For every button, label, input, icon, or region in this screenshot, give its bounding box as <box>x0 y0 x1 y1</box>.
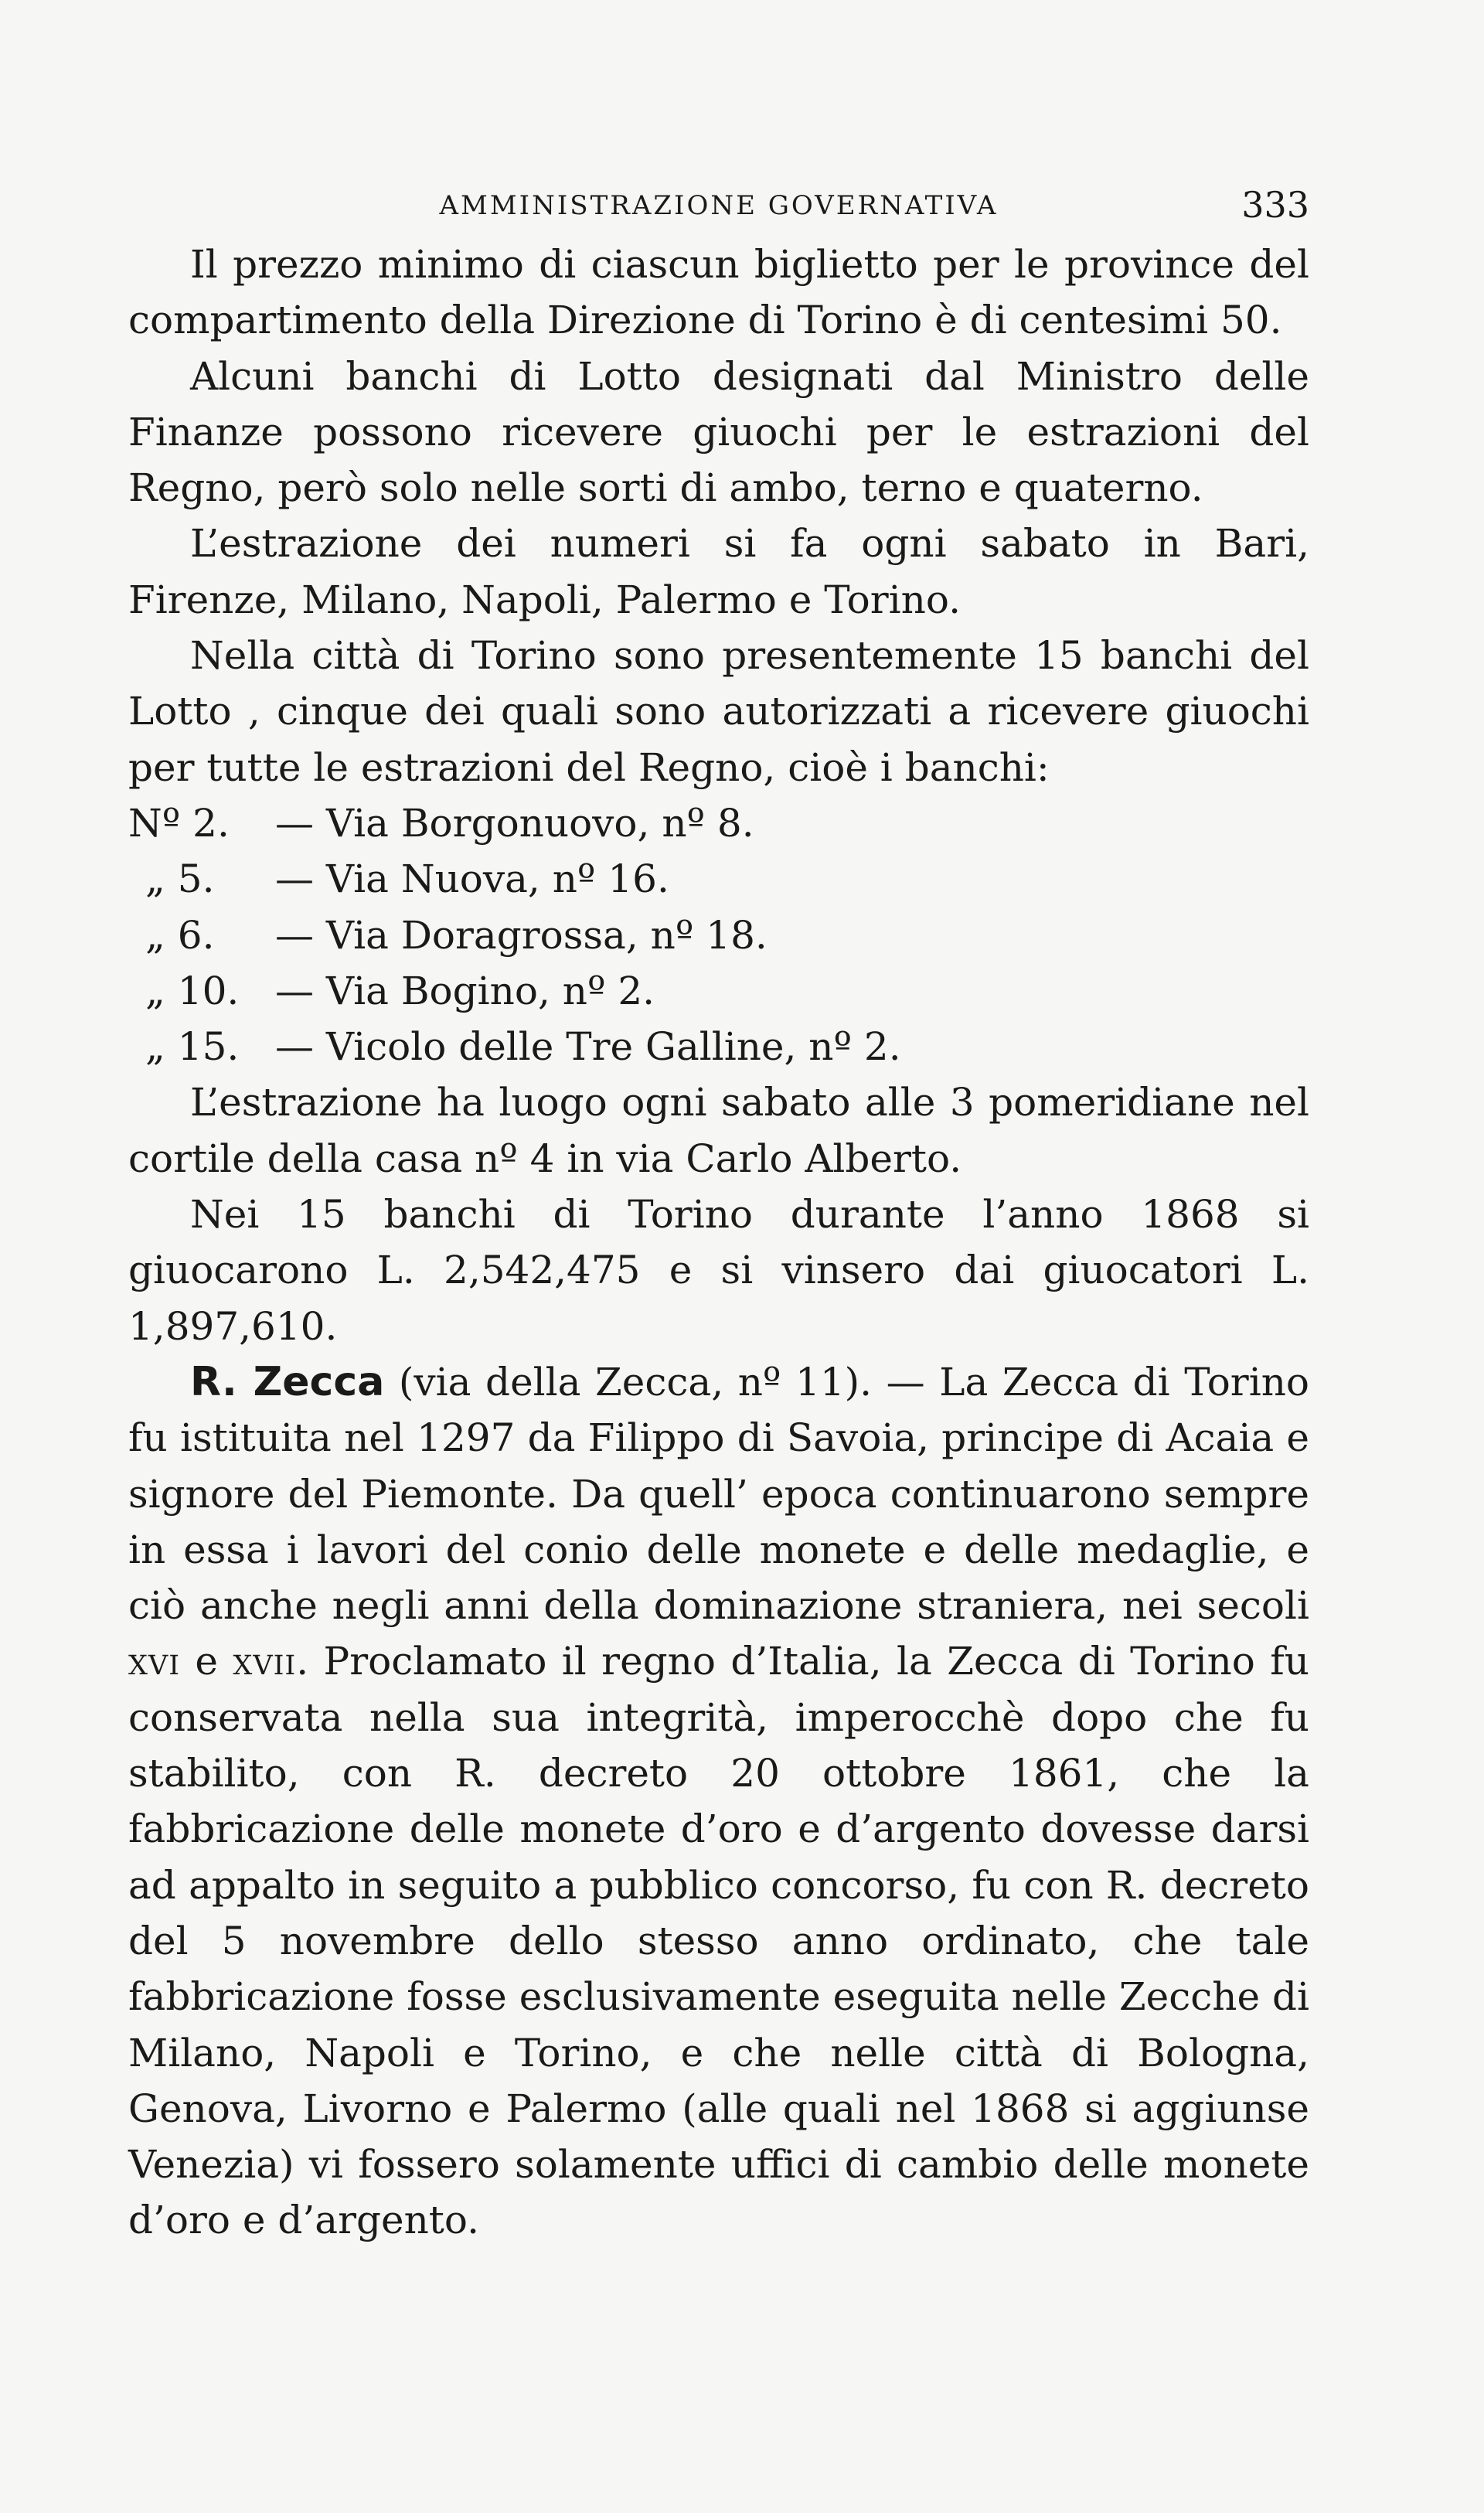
paragraph-banchi-designati: Alcuni banchi di Lotto designati dal Ministro delle Finanze possono ricevere giuochi per le estrazioni del Regno, però solo nelle sorti di ambo, terno e quaterno. <box>128 353 1309 511</box>
zecca-text-a: (via della Zecca, nº 11). — La Zecca di Torino fu istituita nel 1297 da Filippo di Savoia, principe di Acaia e signore del Piemonte. Da quell’ epoca continuarono sempre in essa i lavori del conio delle monete e delle medaglie, e ciò anche negli anni della dominazione straniera, nei secoli <box>128 1359 1309 1629</box>
paragraph-estrazione-luogo: L’estrazione ha luogo ogni sabato alle 3 pomeridiane nel cortile della casa nº 4 in via Carlo Alberto. <box>128 1080 1309 1181</box>
body-text <box>128 237 1309 2249</box>
banco-number: „ 5. <box>145 856 215 902</box>
list-item <box>128 1019 1309 1074</box>
banco-address: — Via Bogino, nº 2. <box>275 968 655 1013</box>
banco-address: — Vicolo delle Tre Galline, nº 2. <box>275 1024 901 1070</box>
running-title: AMMINISTRAZIONE GOVERNATIVA <box>439 190 999 221</box>
paragraph-estrazione-citta: L’estrazione dei numeri si fa ogni sabato in Bari, Firenze, Milano, Napoli, Palermo e Torino. <box>128 521 1309 622</box>
zecca-text-and: e <box>180 1639 233 1684</box>
list-item <box>128 851 1309 907</box>
banco-address: — Via Nuova, nº 16. <box>275 856 669 902</box>
century-xvi: xvi <box>128 1639 181 1684</box>
paragraph-prezzo: Il prezzo minimo di ciascun biglietto per le province del compartimento della Direzione di Torino è di centesimi 50. <box>128 242 1309 343</box>
banco-number: Nº 2. <box>128 800 230 846</box>
zecca-text-b: . Proclamato il regno d’Italia, la Zecca di Torino fu conservata nella sua integrità, imperocchè dopo che fu stabilito, con R. decreto 20 ottobre 1861, che la fabbricazione delle monete d’oro e d’argento dovesse darsi ad appalto in seguito a pubblico concorso, fu con R. decreto del 5 novembre dello stesso anno ordinato, che tale fabbricazione fosse esclusivamente eseguita nelle Zecche di Milano, Napoli e Torino, e che nelle città di Bologna, Genova, Livorno e Palermo (alle quali nel 1868 si aggiunse Venezia) vi fossero solamente uffici di cambio delle monete d’oro e d’argento. <box>128 1639 1309 2243</box>
banchi-list <box>128 795 1309 1074</box>
page-number: 333 <box>1241 184 1309 226</box>
paragraph-giuocate-1868: Nei 15 banchi di Torino durante l’anno 1868 si giuocarono L. 2,542,475 e si vinsero dai giuocatori L. 1,897,610. <box>128 1192 1309 1349</box>
banco-number: „ 6. <box>145 912 215 958</box>
banco-number: „ 10. <box>145 968 240 1013</box>
list-item <box>128 963 1309 1019</box>
banco-address: — Via Doragrossa, nº 18. <box>275 912 768 958</box>
banco-address: — Via Borgonuovo, nº 8. <box>275 800 754 846</box>
list-item <box>128 795 1309 851</box>
paragraph-zecca <box>128 1354 1309 2249</box>
paragraph-banchi-torino: Nella città di Torino sono presentemente 15 banchi del Lotto , cinque dei quali sono autorizzati a ricevere giuochi per tutte le estrazioni del Regno, cioè i banchi: <box>128 633 1309 790</box>
page-header <box>128 184 1309 230</box>
list-item <box>128 907 1309 963</box>
century-xvii: xvii <box>233 1639 297 1684</box>
zecca-heading: R. Zecca <box>190 1358 385 1405</box>
banco-number: „ 15. <box>145 1024 240 1070</box>
